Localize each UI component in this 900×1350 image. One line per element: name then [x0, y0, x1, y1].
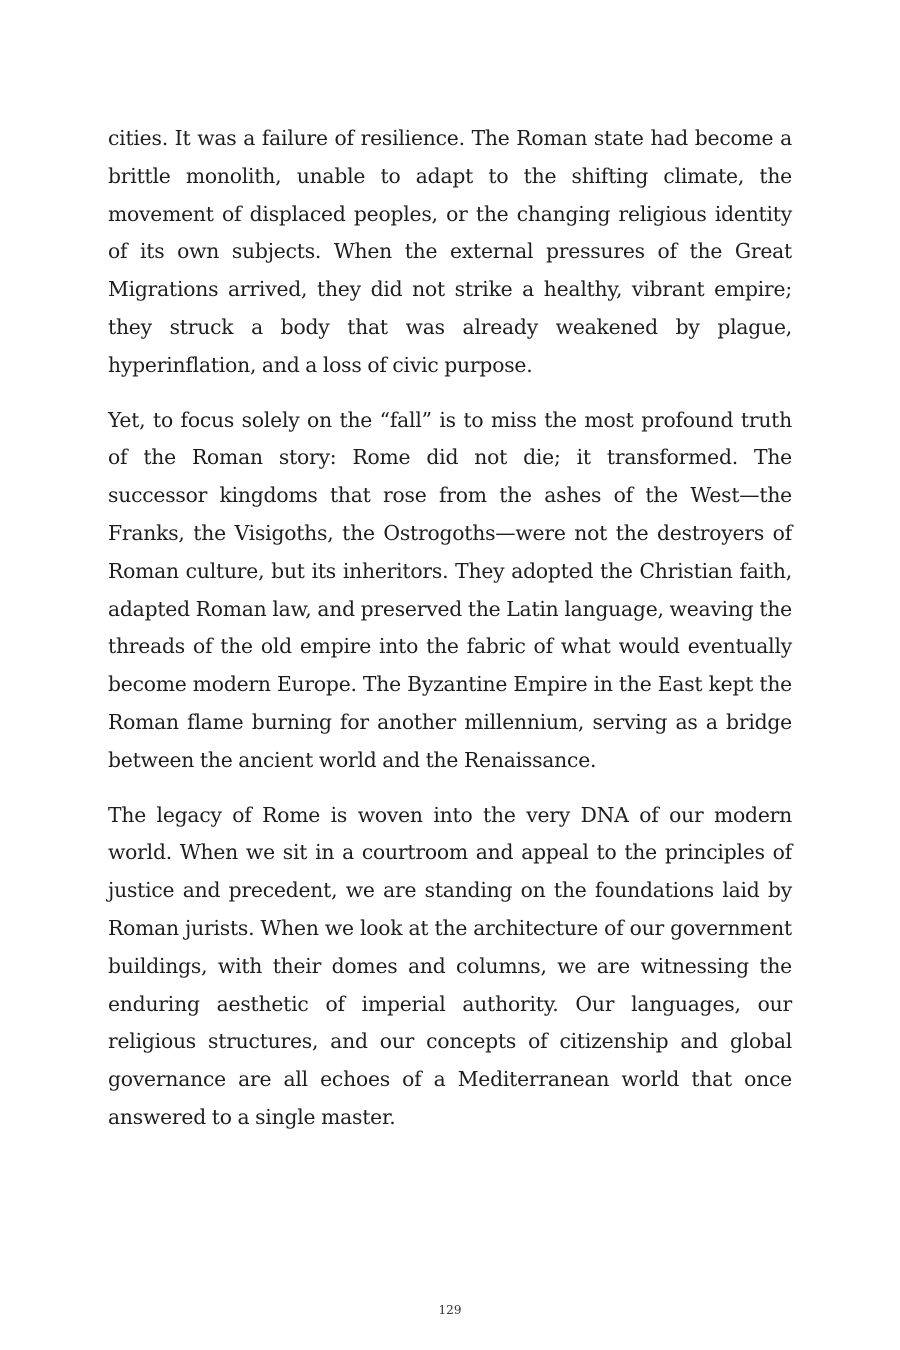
paragraph-3: The legacy of Rome is woven into the very DNA of our modern world. When we sit in a courtroom and appeal to the principles of justice and precedent, we are standing on the foundations laid by Roman jurists. When we look at the architecture of our government buildings, with their domes and columns, we are witnessing the enduring aesthetic of imperial authority. Our languages, our religious structures, and our concepts of citizenship and global governance are all echoes of a Mediterranean world that once answered to a single master. — [108, 802, 792, 1129]
paragraph-2: Yet, to focus solely on the “fall” is to miss the most profound truth of the Roman story: Rome did not die; it transformed. The successor kingdoms that rose from the ashes of the West—the Franks, the Visigoths, the Ostrogoths—were not the destroyers of Roman culture, but its inheritors. They adopted the Christian faith, adapted Roman law, and preserved the Latin language, weaving the threads of the old empire into the fabric of what would eventually become modern Europe. The Byzantine Empire in the East kept the Roman flame burning for another millennium, serving as a bridge between the ancient world and the Renaissance. — [108, 407, 792, 772]
page-number: 129 — [438, 1303, 462, 1317]
body-text — [108, 120, 792, 1154]
paragraph-1: cities. It was a failure of resilience. The Roman state had become a brittle monolith, unable to adapt to the shifting climate, the movement of displaced peoples, or the changing religious identity of its own subjects. When the external pressures of the Great Migrations arrived, they did not strike a healthy, vibrant empire; they struck a body that was already weakened by plague, hyperinflation, and a loss of civic purpose. — [108, 126, 792, 377]
